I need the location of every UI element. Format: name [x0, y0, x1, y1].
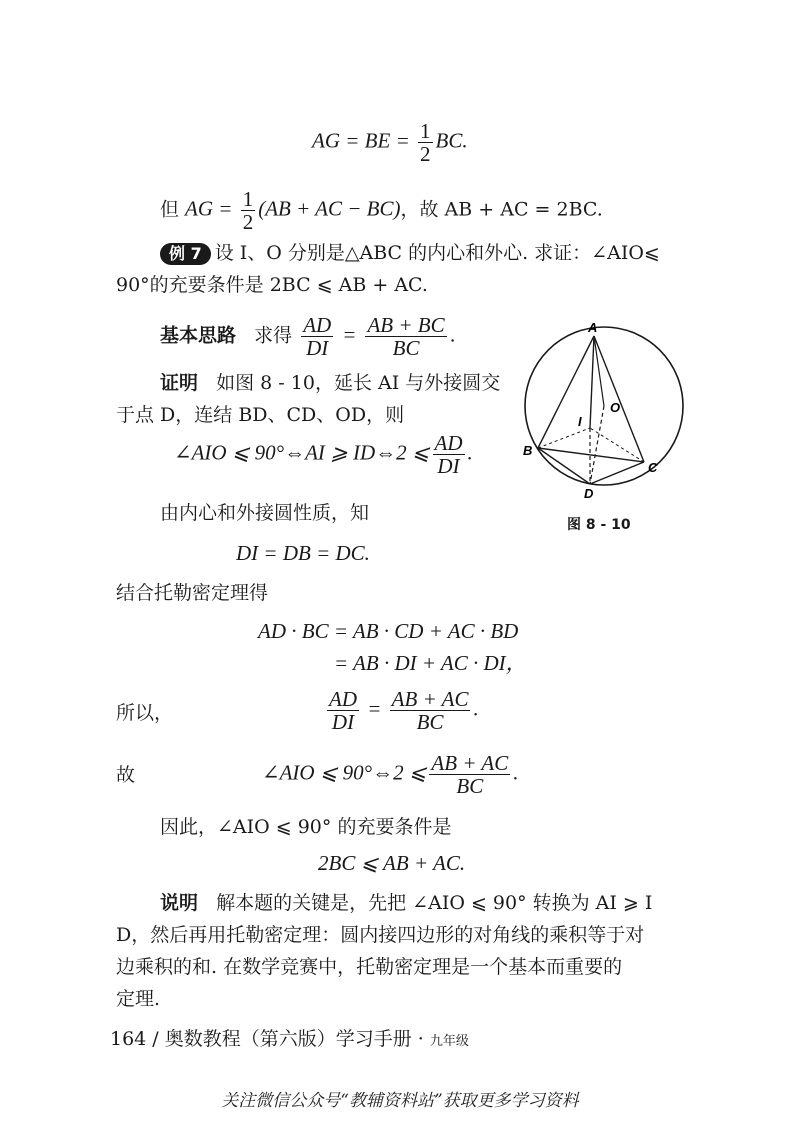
- proof-final: 2BC ⩽ AB + AC.: [318, 851, 466, 875]
- proof-ptolemy-1: AD · BC = AB · CD + AC · BD: [258, 619, 519, 643]
- page-footer: 164 / 奥数教程（第六版）学习手册 · 九年级: [110, 1028, 469, 1050]
- segment-ci-dashed: [590, 428, 644, 462]
- equation-ag-be: AG = BE = $\frac{1}{2}$ BC.: [312, 119, 468, 166]
- basic-idea: 基本思路 求得 $\frac{AD}{DI}$ = $\frac{AB + BC}{BC}$ .: [160, 313, 456, 360]
- figure-circle-diagram: [518, 318, 698, 508]
- figure-caption: 图 8 - 10: [567, 517, 631, 533]
- note-line4: 定理.: [116, 988, 161, 1010]
- page-number: 164: [110, 1028, 147, 1050]
- proof-equal: DI = DB = DC.: [236, 541, 370, 565]
- segment-cd: [590, 462, 644, 484]
- watermark-text: 关注微信公众号“教辅资料站”获取更多学习资料: [221, 1091, 579, 1111]
- example-badge: 例 7: [160, 243, 211, 265]
- proof-property: 由内心和外接圆性质，知: [160, 502, 370, 524]
- example-statement-line1: 例 7 设 I、O 分别是△ABC 的内心和外心. 求证：∠AIO⩽: [160, 240, 660, 266]
- proof-ptolemy-2: = AB · DI + AC · DI，: [334, 651, 527, 675]
- proof-so-label: 所以，: [116, 702, 174, 724]
- segment-ac: [594, 336, 644, 462]
- proof-line2: 于点 D，连结 BD、CD、OD，则: [116, 404, 405, 426]
- proof-ptolemy-intro: 结合托勒密定理得: [116, 582, 269, 604]
- proof-chain: ∠AIO ⩽ 90°⇔AI ⩾ ID⇔2 ⩽ $\frac{AD}{DI}$ .: [174, 431, 473, 478]
- example-statement-line2: 90°的充要条件是 2BC ⩽ AB + AC.: [116, 274, 428, 296]
- label-d: D: [584, 486, 594, 501]
- label-c: C: [648, 460, 658, 475]
- segment-ao: [594, 336, 604, 406]
- label-o: O: [610, 400, 621, 415]
- note-line2: D，然后再用托勒密定理：圆内接四边形的对角线的乘积等于对: [116, 924, 645, 946]
- proof-hence-label: 故: [116, 764, 136, 786]
- proof-line1: 证明 如图 8 - 10，延长 AI 与外接圆交: [160, 372, 501, 394]
- book-title: 奥数教程（第六版）学习手册: [164, 1028, 412, 1050]
- proof-so-equation: $\frac{AD}{DI}$ = $\frac{AB + AC}{BC}$ .: [329, 687, 479, 734]
- segment-ai: [590, 336, 594, 428]
- note-line1: 说明 解本题的关键是，先把 ∠AIO ⩽ 90° 转换为 AI ⩾ I: [160, 892, 653, 914]
- proof-hence-equation: ∠AIO ⩽ 90°⇔2 ⩽ $\frac{AB + AC}{BC}$ .: [262, 751, 519, 798]
- grade-label: 九年级: [429, 1034, 469, 1049]
- note-line3: 边乘积的和. 在数学竞赛中，托勒密定理是一个基本而重要的: [116, 956, 623, 978]
- equation-ag-sum: 但 AG = $\frac{1}{2}$ (AB + AC − BC)，故 AB + AC = 2BC.: [160, 187, 603, 234]
- proof-therefore: 因此，∠AIO ⩽ 90° 的充要条件是: [160, 816, 452, 838]
- label-a: A: [588, 320, 598, 335]
- label-b: B: [523, 443, 533, 458]
- segment-od-dashed: [590, 406, 604, 484]
- segment-bc: [538, 448, 644, 462]
- label-i: I: [578, 414, 582, 429]
